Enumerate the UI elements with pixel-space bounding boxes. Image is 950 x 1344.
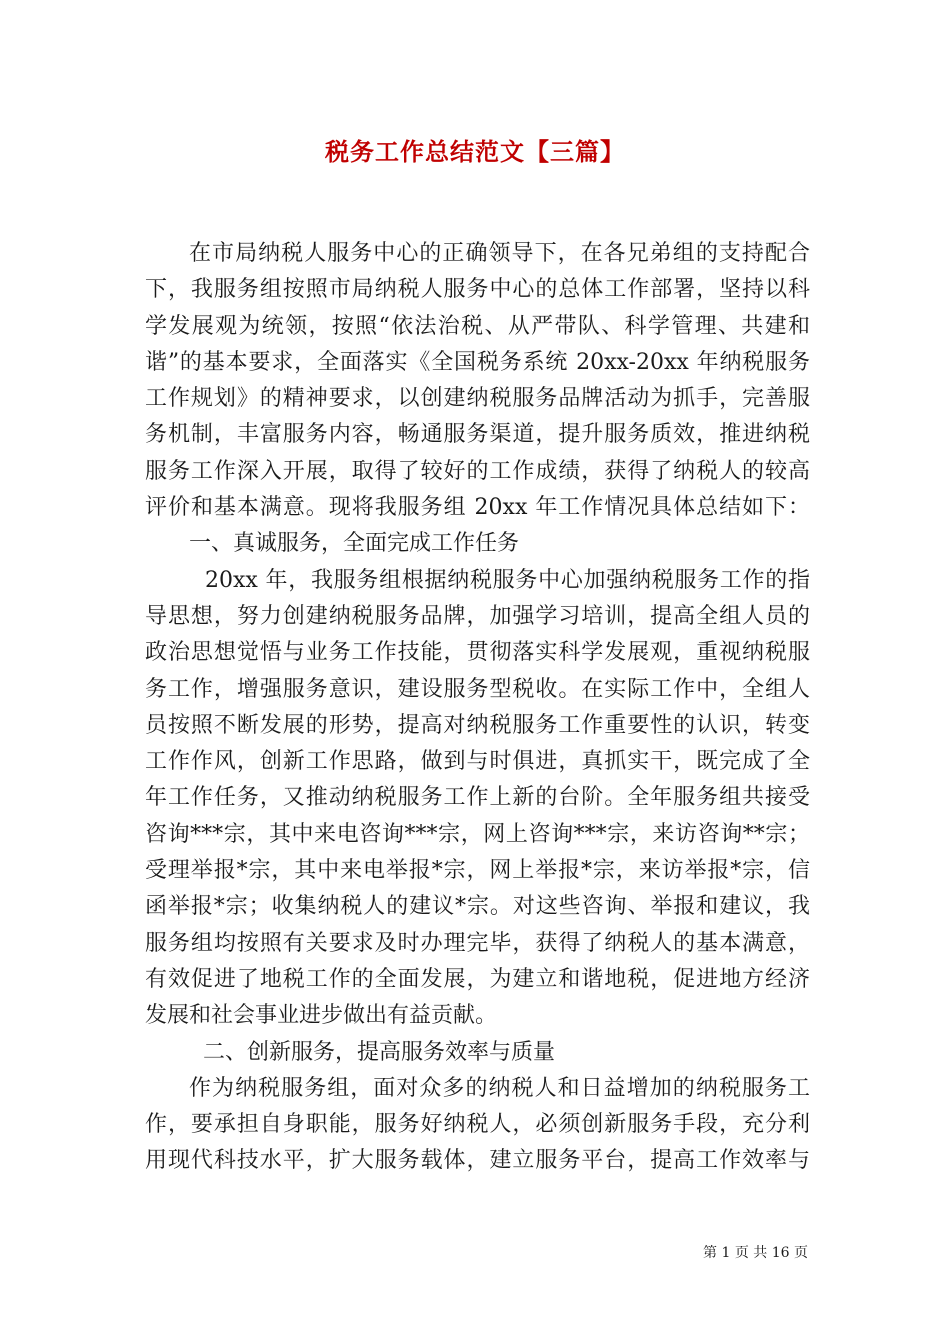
- text-line: 工作作风，创新工作思路，做到与时俱进，真抓实干，既完成了全: [145, 749, 810, 775]
- text-line: 20xx 年，我服务组根据纳税服务中心加强纳税服务工作的指: [205, 567, 810, 593]
- text-line: 服务工作深入开展，取得了较好的工作成绩，获得了纳税人的较高: [145, 458, 810, 484]
- text-line: 在市局纳税人服务中心的正确领导下，在各兄弟组的支持配合: [189, 241, 810, 266]
- text-line: 谐”的基本要求，全面落实《全国税务系统 20xx-20xx 年纳税服务: [145, 349, 810, 375]
- text-line: 学发展观为统领，按照“依法治税、从严带队、科学管理、共建和: [145, 313, 810, 339]
- text-line: 作为纳税服务组，面对众多的纳税人和日益增加的纳税服务工: [189, 1075, 810, 1101]
- text-line: 务机制，丰富服务内容，畅通服务渠道，提升服务质效，推进纳税: [145, 422, 810, 448]
- text-line: 评价和基本满意。现将我服务组 20xx 年工作情况具体总结如下：: [145, 495, 810, 521]
- text-line: 下，我服务组按照市局纳税人服务中心的总体工作部署，坚持以科: [145, 277, 810, 303]
- text-line: 发展和社会事业进步做出有益贡献。: [145, 1003, 498, 1029]
- document-body: [145, 236, 810, 1180]
- text-line: 用现代科技水平，扩大服务载体，建立服务平台，提高工作效率与: [145, 1148, 810, 1174]
- section-heading: 二、创新服务，提高服务效率与质量: [203, 1039, 556, 1065]
- text-line: 工作规划》的精神要求，以创建纳税服务品牌活动为抓手，完善服: [145, 386, 810, 412]
- text-line: 受理举报*宗，其中来电举报*宗，网上举报*宗，来访举报*宗，信: [145, 858, 810, 884]
- text-line: 函举报*宗；收集纳税人的建议*宗。对这些咨询、举报和建议，我: [145, 894, 810, 920]
- text-line: 服务组均按照有关要求及时办理完毕，获得了纳税人的基本满意，: [145, 930, 810, 956]
- page-number: 第 1 页 共 16 页: [703, 1245, 808, 1261]
- document-title: 税务工作总结范文【三篇】: [325, 137, 625, 166]
- text-line: 作，要承担自身职能，服务好纳税人，必须创新服务手段，充分利: [145, 1112, 810, 1138]
- text-line: 咨询***宗，其中来电咨询***宗，网上咨询***宗，来访咨询**宗；: [145, 821, 810, 847]
- text-line: 员按照不断发展的形势，提高对纳税服务工作重要性的认识，转变: [145, 712, 810, 738]
- text-line: 有效促进了地税工作的全面发展，为建立和谐地税，促进地方经济: [145, 966, 810, 992]
- text-line: 导思想，努力创建纳税服务品牌，加强学习培训，提高全组人员的: [145, 603, 810, 629]
- text-line: 政治思想觉悟与业务工作技能，贯彻落实科学发展观，重视纳税服: [145, 640, 810, 666]
- section-heading: 一、真诚服务，全面完成工作任务: [189, 531, 520, 557]
- text-line: 年工作任务，又推动纳税服务工作上新的台阶。全年服务组共接受: [145, 785, 810, 811]
- text-line: 务工作，增强服务意识，建设服务型税收。在实际工作中，全组人: [145, 676, 810, 702]
